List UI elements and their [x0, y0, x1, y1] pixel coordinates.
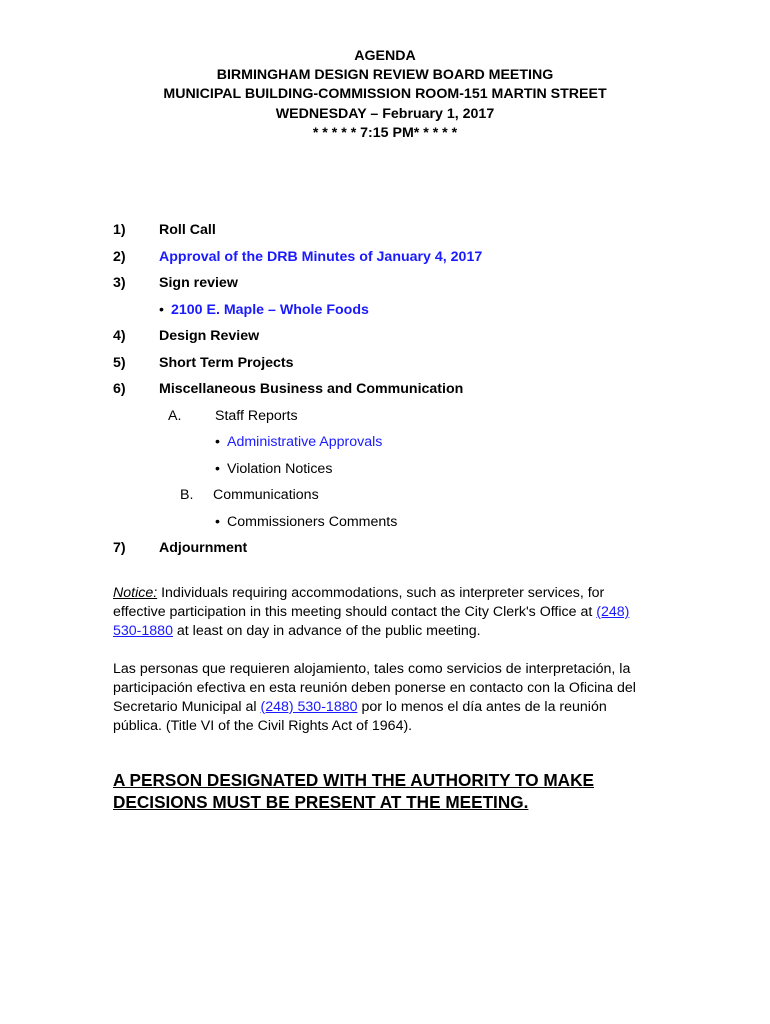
notice-text-end: at least on day in advance of the public meeting. — [172, 623, 481, 639]
sub-item-label: Staff Reports — [215, 408, 298, 424]
header-title: AGENDA — [354, 48, 416, 64]
agenda-item-label: Sign review — [159, 275, 238, 291]
sub-item-letter: A. — [168, 408, 182, 424]
clerk-phone-link[interactable]: (248) 530-1880 — [113, 604, 630, 639]
header-location: MUNICIPAL BUILDING-COMMISSION ROOM-151 MARTIN STREET — [163, 86, 607, 103]
agenda-item-number: 6) — [113, 381, 126, 397]
bullet-icon: • — [215, 461, 220, 477]
whole-foods-sign-link[interactable]: 2100 E. Maple – Whole Foods — [171, 302, 369, 318]
bullet-icon: • — [215, 514, 220, 530]
agenda-item-number: 3) — [113, 275, 126, 291]
header-time: * * * * * 7:15 PM* * * * * — [312, 124, 458, 141]
sub-item-label: Communications — [213, 487, 319, 503]
bullet-icon: • — [215, 434, 220, 450]
notice-label: Notice: — [113, 585, 158, 601]
header-board-name: BIRMINGHAM DESIGN REVIEW BOARD MEETING — [216, 67, 554, 84]
closing-statement — [113, 769, 673, 813]
minutes-approval-link[interactable]: Approval of the DRB Minutes of January 4, 2017 — [159, 249, 483, 265]
agenda-item-label: Design Review — [159, 328, 260, 344]
clerk-phone-link-es[interactable]: (248) 530-1880 — [260, 699, 358, 715]
agenda-item-number: 2) — [113, 249, 126, 265]
closing-line-2: DECISIONS MUST BE PRESENT AT THE MEETING. — [113, 792, 529, 812]
header-date: WEDNESDAY – February 1, 2017 — [275, 105, 495, 122]
agenda-item-number: 5) — [113, 355, 126, 371]
agenda-item-number: 1) — [113, 222, 126, 238]
agenda-item-number: 4) — [113, 328, 126, 344]
sub-item-letter: B. — [180, 487, 194, 503]
notice-es-text-end: por lo menos el día antes de la reunión pública. (Title VI of the Civil Rights Act of 1964). — [113, 699, 607, 734]
agenda-item-label: Miscellaneous Business and Communication — [159, 381, 464, 397]
commissioners-comments-text: Commissioners Comments — [227, 514, 398, 530]
closing-line-1: A PERSON DESIGNATED WITH THE AUTHORITY TO MAKE — [113, 770, 594, 790]
agenda-item-label: Short Term Projects — [159, 355, 294, 371]
notice-text: Individuals requiring accommodations, such as interpreter services, for effective participation in this meeting should contact the City Clerk's Office at — [113, 585, 605, 620]
notice-es-text: Las personas que requieren alojamiento, tales como servicios de interpretación, la participación efectiva en esta reunión deben ponerse en contacto con la Oficina del Secretario Municipal al — [113, 661, 636, 715]
agenda-item-label: Roll Call — [159, 222, 216, 238]
administrative-approvals-link[interactable]: Administrative Approvals — [227, 434, 383, 450]
notice-english — [113, 584, 653, 641]
accommodation-notice — [113, 584, 653, 736]
agenda-item-label: Adjournment — [159, 540, 248, 556]
notice-spanish — [113, 660, 653, 736]
violation-notices-text: Violation Notices — [227, 461, 333, 477]
document-header — [0, 47, 770, 143]
agenda-item-number: 7) — [113, 540, 126, 556]
bullet-icon: • — [159, 302, 164, 318]
